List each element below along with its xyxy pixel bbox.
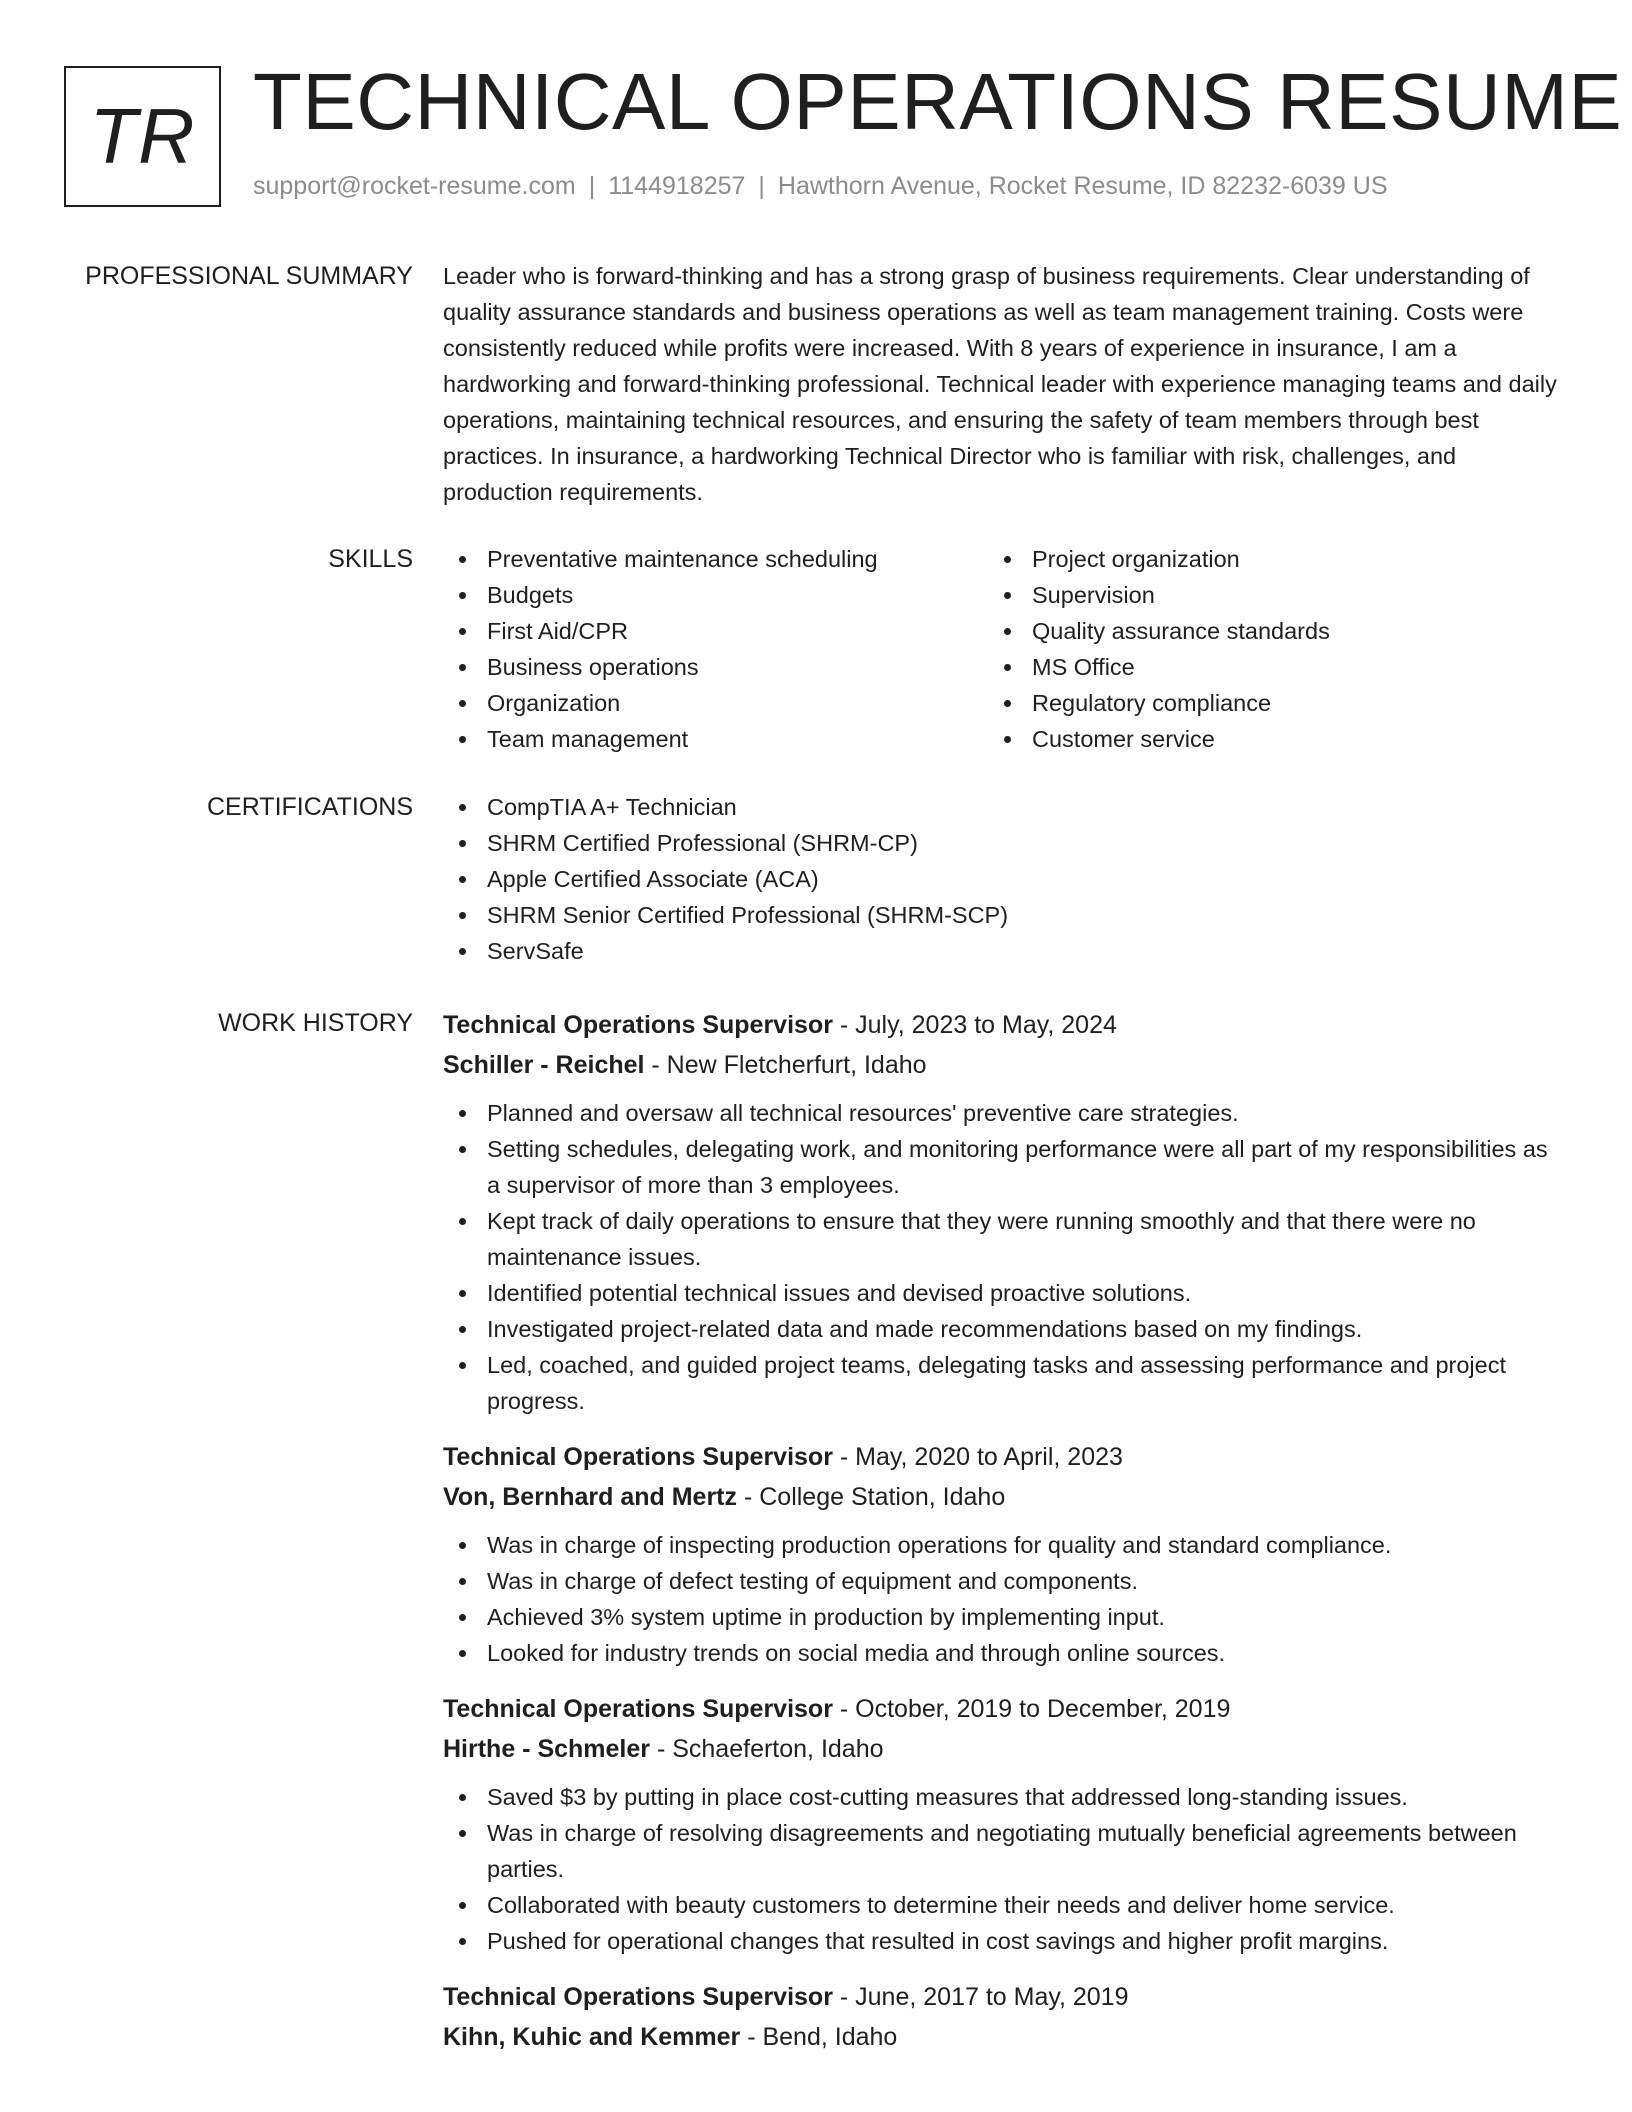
job-dates: - May, 2020 to April, 2023 — [832, 1443, 1123, 1471]
job-company: Hirthe - Schmeler — [443, 1735, 651, 1763]
contact-separator: | — [758, 172, 765, 200]
job-title-line — [443, 1977, 1563, 2017]
summary-text: Leader who is forward-thinking and has a strong grasp of business requirements. Clear understanding of quality assurance standards and business operations as well as team management training. Costs were consistently reduced while profits were increased. With 8 years of experience in insurance, I am a hardworking and forward-thinking professional. Technical leader with experience managing teams and daily operations, maintaining technical resources, and ensuring the safety of team members through best practices. In insurance, a hardworking Technical Director who is familiar with risk, challenges, and production requirements. — [443, 263, 1557, 505]
job-bullet: Was in charge of inspecting production operations for quality and standard compliance. — [443, 1527, 1563, 1563]
certifications-list — [443, 789, 1563, 969]
job-bullets — [443, 1779, 1563, 1959]
section-body — [443, 541, 1563, 757]
job-location: - Bend, Idaho — [740, 2023, 898, 2051]
job-bullet: Identified potential technical issues and devised proactive solutions. — [443, 1275, 1563, 1311]
skill-item: Business operations — [443, 649, 988, 685]
job-dates: - July, 2023 to May, 2024 — [832, 1011, 1117, 1039]
job-title: Technical Operations Supervisor — [443, 1695, 833, 1723]
section-heading: CERTIFICATIONS — [206, 793, 413, 821]
resume-title: TECHNICAL OPERATIONS RESUME — [253, 57, 1623, 146]
certification-item: CompTIA A+ Technician — [443, 789, 1563, 825]
job-title-line — [443, 1437, 1563, 1477]
contact-address: Hawthorn Avenue, Rocket Resume, ID 82232-6039 US — [777, 172, 1388, 200]
job-bullet: Investigated project-related data and made recommendations based on my findings. — [443, 1311, 1563, 1347]
job-bullet: Setting schedules, delegating work, and monitoring performance were all part of my responsibilities as a supervisor of more than 3 employees. — [443, 1131, 1563, 1203]
skill-item: Project organization — [988, 541, 1533, 577]
job-bullet: Collaborated with beauty customers to determine their needs and deliver home service. — [443, 1887, 1563, 1923]
skill-item: Regulatory compliance — [988, 685, 1533, 721]
job-company-line — [443, 1045, 1563, 1085]
certification-item: Apple Certified Associate (ACA) — [443, 861, 1563, 897]
job-bullet: Led, coached, and guided project teams, delegating tasks and assessing performance and project progress. — [443, 1347, 1563, 1419]
job-entry — [443, 1689, 1563, 1959]
job-title-line — [443, 1005, 1563, 1045]
skill-item: Team management — [443, 721, 988, 757]
job-bullet: Was in charge of defect testing of equipment and components. — [443, 1563, 1563, 1599]
contact-line — [253, 172, 1388, 201]
skills-list-left — [443, 541, 988, 757]
job-entry — [443, 1437, 1563, 1671]
job-title: Technical Operations Supervisor — [443, 1011, 833, 1039]
certification-item: ServSafe — [443, 933, 1563, 969]
job-bullet: Was in charge of resolving disagreements and negotiating mutually beneficial agreements between parties. — [443, 1815, 1563, 1887]
skill-item: MS Office — [988, 649, 1533, 685]
job-title-line — [443, 1689, 1563, 1729]
monogram-logo: TR — [64, 66, 221, 207]
contact-separator: | — [588, 172, 596, 200]
skill-item: Preventative maintenance scheduling — [443, 541, 988, 577]
job-bullets — [443, 1527, 1563, 1671]
job-title: Technical Operations Supervisor — [443, 1983, 833, 2011]
job-bullet: Looked for industry trends on social media and through online sources. — [443, 1635, 1563, 1671]
section-heading: SKILLS — [328, 545, 413, 573]
section-heading: WORK HISTORY — [218, 1009, 413, 1037]
job-bullet: Planned and oversaw all technical resources' preventive care strategies. — [443, 1095, 1563, 1131]
section-body — [443, 258, 1563, 510]
skills-list-right — [988, 541, 1533, 757]
job-location: - Schaeferton, Idaho — [650, 1735, 884, 1763]
job-dates: - October, 2019 to December, 2019 — [832, 1695, 1231, 1723]
skill-item: First Aid/CPR — [443, 613, 988, 649]
job-company: Von, Bernhard and Mertz — [443, 1483, 738, 1511]
section-body — [443, 789, 1563, 969]
job-dates: - June, 2017 to May, 2019 — [832, 1983, 1129, 2011]
job-location: - New Fletcherfurt, Idaho — [644, 1051, 927, 1079]
job-entry — [443, 1005, 1563, 1419]
skill-item: Quality assurance standards — [988, 613, 1533, 649]
job-company-line — [443, 2017, 1563, 2057]
contact-email[interactable]: support@rocket-resume.com — [253, 172, 576, 200]
job-bullets — [443, 1095, 1563, 1419]
job-company-line — [443, 1729, 1563, 1769]
job-title: Technical Operations Supervisor — [443, 1443, 833, 1471]
job-bullet: Pushed for operational changes that resulted in cost savings and higher profit margins. — [443, 1923, 1563, 1959]
certification-item: SHRM Certified Professional (SHRM-CP) — [443, 825, 1563, 861]
job-company: Kihn, Kuhic and Kemmer — [443, 2023, 741, 2051]
job-entry — [443, 1977, 1563, 2057]
job-bullet: Kept track of daily operations to ensure that they were running smoothly and that there were no maintenance issues. — [443, 1203, 1563, 1275]
certification-item: SHRM Senior Certified Professional (SHRM-SCP) — [443, 897, 1563, 933]
section-heading: PROFESSIONAL SUMMARY — [85, 262, 413, 290]
contact-phone[interactable]: 1144918257 — [608, 172, 746, 200]
skill-item: Organization — [443, 685, 988, 721]
job-company-line — [443, 1477, 1563, 1517]
skill-item: Budgets — [443, 577, 988, 613]
job-location: - College Station, Idaho — [737, 1483, 1006, 1511]
section-body — [443, 1005, 1563, 2075]
skill-item: Supervision — [988, 577, 1533, 613]
job-bullet: Saved $3 by putting in place cost-cutting measures that addressed long-standing issues. — [443, 1779, 1563, 1815]
skill-item: Customer service — [988, 721, 1533, 757]
job-bullet: Achieved 3% system uptime in production by implementing input. — [443, 1599, 1563, 1635]
job-company: Schiller - Reichel — [443, 1051, 645, 1079]
